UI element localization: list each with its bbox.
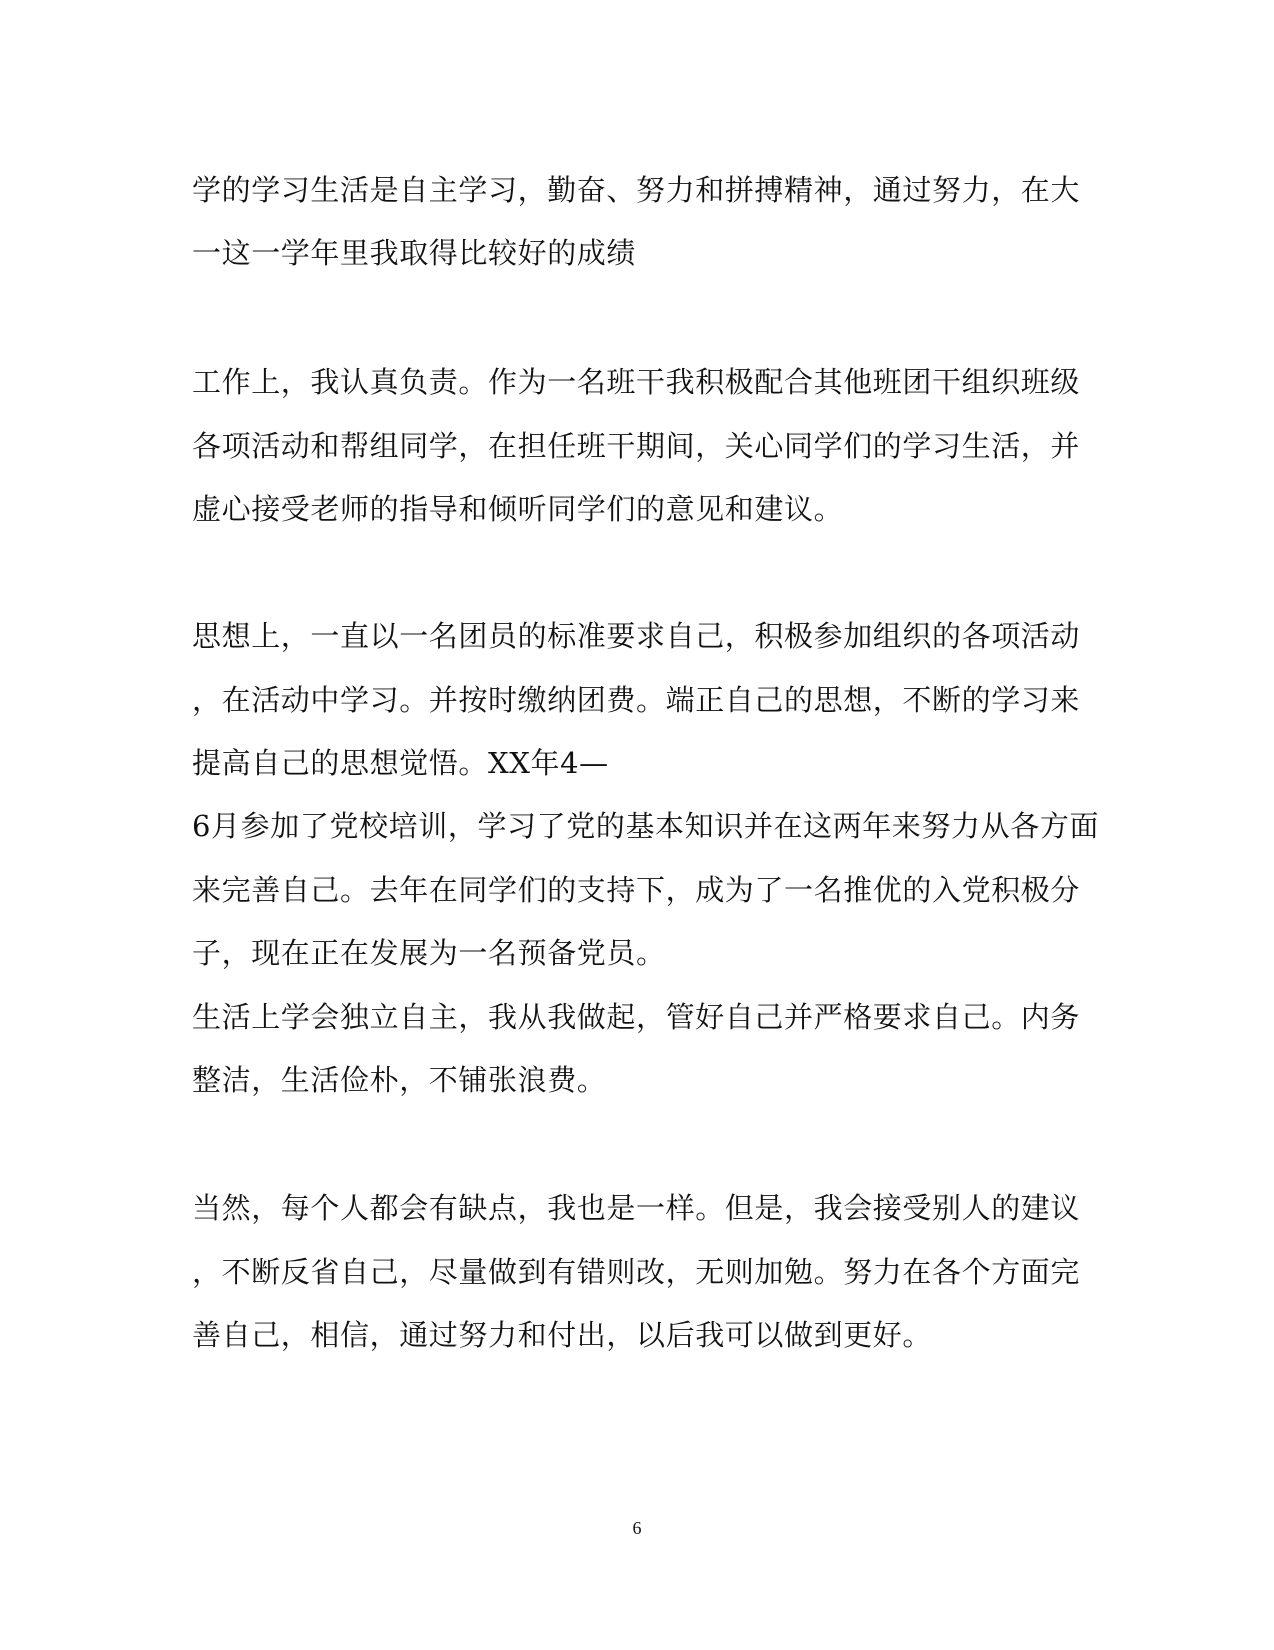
text-line: 一这一学年里我取得比较好的成绩 [192, 236, 637, 270]
text-line: ，在活动中学习。并按时缴纳团费。端正自己的思想，不断的学习来 [192, 683, 1081, 717]
text-line: 整洁，生活俭朴，不铺张浪费。 [192, 1063, 607, 1097]
text-line: 工作上，我认真负责。作为一名班干我积极配合其他班团干组织班级 [192, 365, 1081, 399]
text-line: 子，现在正在发展为一名预备党员。 [192, 936, 666, 970]
text-line: 生活上学会独立自主，我从我做起，管好自己并严格要求自己。内务 [192, 1000, 1081, 1034]
page-number: 6 [632, 1518, 642, 1538]
text-line: 善自己，相信，通过努力和付出，以后我可以做到更好。 [192, 1318, 933, 1352]
text-line: 当然，每个人都会有缺点，我也是一样。但是，我会接受别人的建议 [192, 1191, 1081, 1225]
text-line: 6月参加了党校培训，学习了党的基本知识并在这两年来努力从各方面 [192, 809, 1100, 843]
text-line: 虚心接受老师的指导和倾听同学们的意见和建议。 [192, 492, 844, 526]
text-line: 各项活动和帮组同学，在担任班干期间，关心同学们的学习生活，并 [192, 429, 1081, 463]
text-line: 思想上，一直以一名团员的标准要求自己，积极参加组织的各项活动 [192, 619, 1081, 653]
text-line: 来完善自己。去年在同学们的支持下，成为了一名推优的入党积极分 [192, 873, 1081, 907]
text-line: 提高自己的思想觉悟。XX年4— [192, 746, 609, 780]
text-line: ，不断反省自己，尽量做到有错则改，无则加勉。努力在各个方面完 [192, 1255, 1081, 1289]
text-line: 学的学习生活是自主学习，勤奋、努力和拼搏精神，通过努力，在大 [192, 173, 1081, 207]
